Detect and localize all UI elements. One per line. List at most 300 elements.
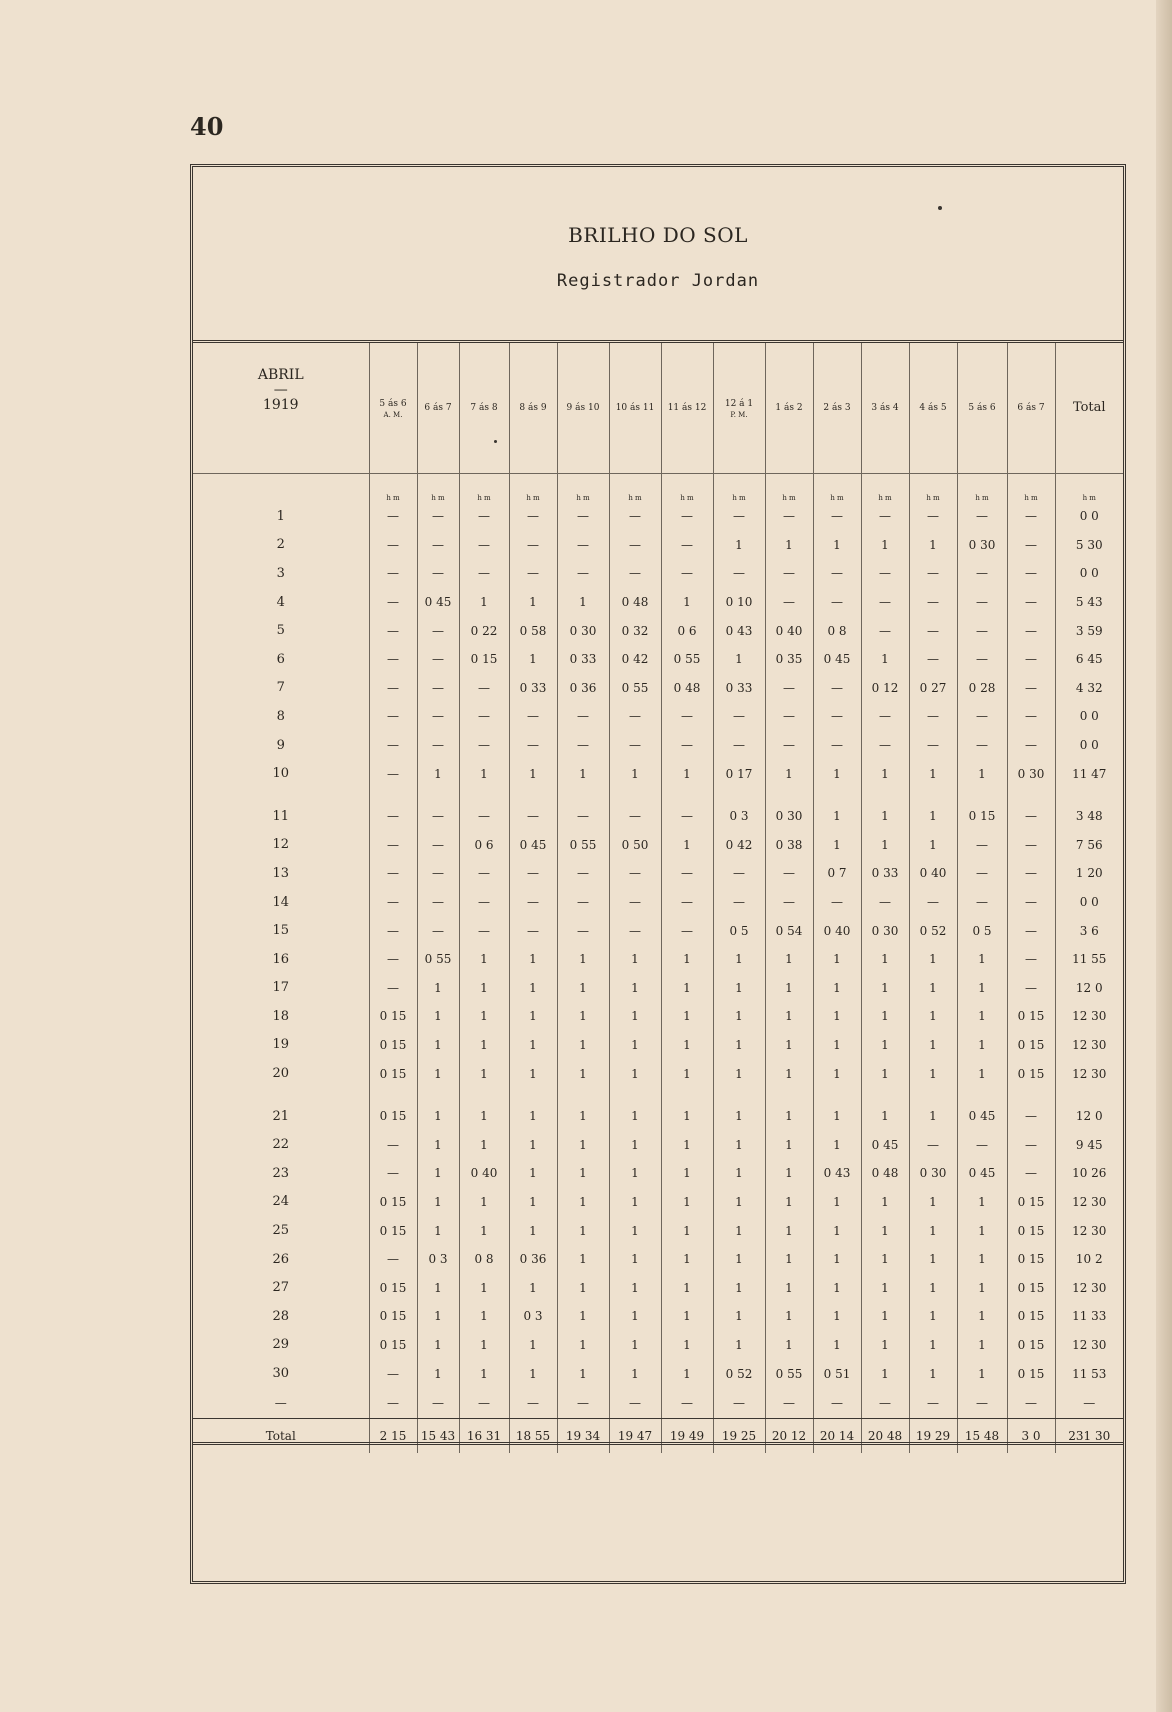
hour-cell: 1: [417, 1059, 459, 1088]
day-cell: 5: [276, 623, 285, 639]
hour-cell: 1: [509, 1188, 557, 1217]
hour-cell: 1: [609, 1130, 661, 1159]
column-header: [765, 343, 813, 474]
hour-cell: 1: [661, 1059, 713, 1088]
spacer-row: [193, 1088, 1123, 1102]
hour-cell: 0 15: [369, 1188, 417, 1217]
hour-cell: —: [909, 731, 957, 760]
hour-cell: 1: [509, 1331, 557, 1360]
row-total-cell: 12 30: [1055, 1188, 1123, 1217]
day-cell: 16: [272, 951, 290, 967]
hour-cell: 1: [557, 759, 609, 788]
hour-cell: 0 15: [1007, 1302, 1055, 1331]
hour-cell: —: [765, 674, 813, 703]
hour-cell: 1: [909, 759, 957, 788]
hour-cell: —: [957, 888, 1007, 917]
hour-cell: 1: [765, 1002, 813, 1031]
hour-cell: —: [1007, 674, 1055, 703]
table-row: [193, 1059, 1123, 1088]
hour-cell: 1: [765, 1059, 813, 1088]
row-total-cell: 0 0: [1055, 888, 1123, 917]
spacer-cell: [193, 1088, 369, 1102]
table-row: [193, 974, 1123, 1003]
unit-cell: h m: [417, 474, 459, 503]
column-header: [861, 343, 909, 474]
hour-cell: —: [661, 702, 713, 731]
row-total-cell: 12 0: [1055, 1102, 1123, 1131]
column-total-cell: 2 15: [369, 1418, 417, 1453]
spacer-cell: [609, 1088, 661, 1102]
hour-cell: 1: [509, 1159, 557, 1188]
hour-cell: 1: [661, 1302, 713, 1331]
hour-cell: —: [765, 502, 813, 531]
hour-cell: —: [713, 859, 765, 888]
hour-cell: —: [369, 616, 417, 645]
column-header-label: 5 ás 6: [379, 398, 407, 409]
hour-cell: 1: [609, 1159, 661, 1188]
day-cell: 1: [276, 508, 285, 524]
hour-cell: 0 8: [459, 1245, 509, 1274]
hour-cell: —: [765, 588, 813, 617]
hour-cell: 1: [861, 1031, 909, 1060]
hour-cell: 1: [661, 1102, 713, 1131]
day-cell: 3: [276, 565, 285, 581]
hour-cell: —: [661, 916, 713, 945]
hour-cell: 0 15: [1007, 1245, 1055, 1274]
hour-cell: —: [661, 859, 713, 888]
hour-cell: 1: [861, 1273, 909, 1302]
hour-cell: 1: [765, 1159, 813, 1188]
hour-cell: —: [1007, 859, 1055, 888]
hour-cell: —: [557, 802, 609, 831]
hour-cell: 0 35: [765, 645, 813, 674]
hour-cell: —: [369, 645, 417, 674]
hour-cell: 0 6: [661, 616, 713, 645]
hour-cell: 0 30: [765, 802, 813, 831]
hour-cell: —: [369, 674, 417, 703]
hour-cell: —: [1007, 802, 1055, 831]
hour-cell: 0 15: [369, 1216, 417, 1245]
day-cell: 15: [272, 923, 290, 939]
hour-cell: 0 3: [417, 1245, 459, 1274]
hour-cell: 1: [661, 1130, 713, 1159]
hour-cell: 1: [713, 531, 765, 560]
hour-cell: 1: [417, 1216, 459, 1245]
hour-cell: 1: [813, 1188, 861, 1217]
hour-cell: —: [813, 588, 861, 617]
hour-cell: —: [661, 802, 713, 831]
dash-cell: —: [609, 1388, 661, 1419]
row-total-cell: 11 53: [1055, 1359, 1123, 1388]
table-row: [193, 759, 1123, 788]
hour-cell: 0 15: [369, 1331, 417, 1360]
title-block: [193, 167, 1123, 343]
hour-cell: 0 3: [713, 802, 765, 831]
hour-cell: 0 15: [1007, 1059, 1055, 1088]
row-total-cell: 12 30: [1055, 1031, 1123, 1060]
hour-cell: 1: [765, 1031, 813, 1060]
unit-cell: h m: [957, 474, 1007, 503]
hour-cell: 1: [417, 974, 459, 1003]
day-cell: 19: [272, 1037, 290, 1053]
hour-cell: 1: [609, 759, 661, 788]
column-total-cell: 15 48: [957, 1418, 1007, 1453]
hour-cell: 1: [765, 1102, 813, 1131]
hour-cell: 0 7: [813, 859, 861, 888]
row-total-cell: 0 0: [1055, 559, 1123, 588]
hour-cell: 1: [509, 1031, 557, 1060]
hour-cell: —: [609, 502, 661, 531]
day-cell: 18: [272, 1008, 290, 1024]
hour-cell: —: [369, 731, 417, 760]
dash-cell: —: [509, 1388, 557, 1419]
hour-cell: 1: [661, 831, 713, 860]
hour-cell: 1: [557, 1102, 609, 1131]
hour-cell: 1: [417, 1302, 459, 1331]
hour-cell: 1: [765, 974, 813, 1003]
hour-cell: 0 38: [765, 831, 813, 860]
hour-cell: —: [369, 859, 417, 888]
hour-cell: 1: [909, 1188, 957, 1217]
column-header: [557, 343, 609, 474]
hour-cell: 1: [713, 1031, 765, 1060]
hour-cell: 1: [909, 1216, 957, 1245]
table-row: [193, 802, 1123, 831]
hour-cell: 0 55: [557, 831, 609, 860]
table-title: BRILHO DO SOL: [568, 223, 748, 247]
hour-cell: —: [957, 859, 1007, 888]
hour-cell: —: [509, 859, 557, 888]
day-cell: 21: [272, 1108, 290, 1124]
table-row: [193, 645, 1123, 674]
hour-cell: 1: [909, 1273, 957, 1302]
hour-cell: 1: [509, 645, 557, 674]
column-header-label: 6 ás 7: [1017, 403, 1045, 413]
day-cell: 23: [272, 1165, 290, 1181]
hour-cell: 1: [813, 1002, 861, 1031]
hour-cell: 1: [909, 945, 957, 974]
hour-cell: 1: [459, 1273, 509, 1302]
hour-cell: 1: [557, 1273, 609, 1302]
hour-cell: 1: [861, 759, 909, 788]
hour-cell: 0 30: [909, 1159, 957, 1188]
hour-cell: 0 30: [957, 531, 1007, 560]
day-cell: 12: [272, 837, 290, 853]
hour-cell: —: [1007, 831, 1055, 860]
dash-cell: —: [909, 1388, 957, 1419]
hour-cell: 1: [557, 1031, 609, 1060]
hour-cell: —: [765, 888, 813, 917]
hour-cell: 1: [861, 831, 909, 860]
column-header-sub: P. M.: [730, 410, 748, 419]
hour-cell: 1: [417, 1002, 459, 1031]
hour-cell: —: [1007, 1130, 1055, 1159]
hour-cell: 0 45: [509, 831, 557, 860]
header-row: [193, 343, 1123, 474]
hour-cell: 1: [459, 1130, 509, 1159]
hour-cell: —: [369, 759, 417, 788]
hour-cell: —: [861, 731, 909, 760]
hour-cell: 0 48: [609, 588, 661, 617]
hour-cell: 1: [509, 1002, 557, 1031]
hour-cell: 1: [713, 1188, 765, 1217]
hour-cell: 1: [861, 531, 909, 560]
hour-cell: 1: [509, 588, 557, 617]
spacer-cell: [1055, 1088, 1123, 1102]
hour-cell: 1: [713, 1273, 765, 1302]
hour-cell: —: [813, 559, 861, 588]
hour-cell: —: [369, 1159, 417, 1188]
hour-cell: —: [369, 888, 417, 917]
spacer-cell: [765, 788, 813, 802]
hour-cell: —: [1007, 1102, 1055, 1131]
spacer-cell: [557, 1088, 609, 1102]
column-total-cell: 20 48: [861, 1418, 909, 1453]
spacer-cell: [459, 1088, 509, 1102]
hour-cell: 1: [661, 1159, 713, 1188]
hour-cell: —: [459, 859, 509, 888]
hour-cell: 1: [661, 1031, 713, 1060]
total-header: Total: [1055, 343, 1123, 474]
hour-cell: 0 33: [861, 859, 909, 888]
column-total-cell: 19 47: [609, 1418, 661, 1453]
row-total-cell: 5 30: [1055, 531, 1123, 560]
row-total-cell: 12 0: [1055, 974, 1123, 1003]
hour-cell: 1: [909, 1359, 957, 1388]
day-cell: 8: [276, 708, 285, 724]
hour-cell: —: [417, 916, 459, 945]
column-total-cell: 20 12: [765, 1418, 813, 1453]
hour-cell: —: [417, 502, 459, 531]
hour-cell: 1: [557, 945, 609, 974]
dash-cell: —: [417, 1388, 459, 1419]
spacer-cell: [1007, 788, 1055, 802]
hour-cell: 0 27: [909, 674, 957, 703]
hour-cell: 1: [765, 945, 813, 974]
hour-cell: 1: [861, 974, 909, 1003]
hour-cell: —: [557, 531, 609, 560]
hour-cell: 1: [661, 759, 713, 788]
hour-cell: 0 3: [509, 1302, 557, 1331]
hour-cell: —: [765, 702, 813, 731]
hour-cell: —: [609, 916, 661, 945]
hour-cell: —: [459, 916, 509, 945]
hour-cell: —: [909, 502, 957, 531]
hour-cell: 0 15: [369, 1059, 417, 1088]
hour-cell: 1: [909, 974, 957, 1003]
spacer-cell: [417, 1088, 459, 1102]
table-row: [193, 1188, 1123, 1217]
row-total-cell: 10 2: [1055, 1245, 1123, 1274]
hour-cell: 1: [661, 945, 713, 974]
hour-cell: 1: [661, 1359, 713, 1388]
hour-cell: 0 15: [1007, 1188, 1055, 1217]
hour-cell: 1: [765, 1245, 813, 1274]
hour-cell: —: [609, 702, 661, 731]
hour-cell: 0 40: [459, 1159, 509, 1188]
hour-cell: 1: [909, 1031, 957, 1060]
hour-cell: —: [1007, 531, 1055, 560]
hour-cell: 1: [417, 1102, 459, 1131]
hour-cell: 1: [813, 1273, 861, 1302]
hour-cell: 1: [713, 645, 765, 674]
hour-cell: 1: [557, 1002, 609, 1031]
hour-cell: —: [609, 888, 661, 917]
unit-cell-blank: [193, 474, 369, 503]
hour-cell: —: [369, 831, 417, 860]
hour-cell: 1: [417, 1359, 459, 1388]
hour-cell: 1: [557, 1159, 609, 1188]
row-total-cell: 0 0: [1055, 502, 1123, 531]
day-cell: 29: [272, 1337, 290, 1353]
hour-cell: —: [661, 731, 713, 760]
hour-cell: 1: [417, 1031, 459, 1060]
hour-cell: 1: [557, 588, 609, 617]
hour-cell: 1: [459, 1188, 509, 1217]
spacer-cell: [459, 788, 509, 802]
hour-cell: 1: [765, 1331, 813, 1360]
row-total-cell: 12 30: [1055, 1002, 1123, 1031]
dash-cell: —: [369, 1388, 417, 1419]
hour-cell: 1: [957, 1031, 1007, 1060]
hour-cell: —: [1007, 888, 1055, 917]
month-header: [193, 343, 369, 474]
column-header-label: 5 ás 6: [968, 403, 996, 413]
dash-cell: —: [661, 1388, 713, 1419]
hour-cell: —: [909, 888, 957, 917]
spacer-cell: [369, 788, 417, 802]
dash-cell: —: [765, 1388, 813, 1419]
hour-cell: 0 8: [813, 616, 861, 645]
hour-cell: 0 45: [417, 588, 459, 617]
spacer-cell: [957, 1088, 1007, 1102]
table-row: [193, 945, 1123, 974]
hour-cell: 1: [713, 1059, 765, 1088]
hour-cell: 1: [957, 945, 1007, 974]
hour-cell: 0 48: [861, 1159, 909, 1188]
hour-cell: 1: [813, 802, 861, 831]
hour-cell: —: [909, 559, 957, 588]
hour-cell: —: [509, 702, 557, 731]
unit-cell: h m: [861, 474, 909, 503]
column-header-label: 3 ás 4: [871, 403, 899, 413]
hour-cell: 0 17: [713, 759, 765, 788]
hour-cell: —: [369, 802, 417, 831]
hour-cell: 1: [609, 1302, 661, 1331]
hour-cell: —: [609, 731, 661, 760]
hour-cell: 1: [909, 1102, 957, 1131]
hour-cell: 1: [957, 1273, 1007, 1302]
column-header-label: 10 ás 11: [615, 403, 655, 413]
hour-cell: —: [557, 559, 609, 588]
dash-cell: —: [861, 1388, 909, 1419]
hour-cell: 0 43: [713, 616, 765, 645]
column-header-label: 2 ás 3: [823, 403, 851, 413]
day-cell: 25: [272, 1223, 290, 1239]
table-row: [193, 731, 1123, 760]
hour-cell: —: [661, 502, 713, 531]
hour-cell: —: [369, 1359, 417, 1388]
hour-cell: 0 36: [557, 674, 609, 703]
hour-cell: 1: [713, 1159, 765, 1188]
table-row: [193, 859, 1123, 888]
table-row: [193, 1031, 1123, 1060]
hour-cell: 1: [957, 974, 1007, 1003]
hour-cell: —: [369, 1130, 417, 1159]
spacer-cell: [417, 788, 459, 802]
ink-mark: [938, 206, 942, 210]
hour-cell: 1: [861, 945, 909, 974]
page-number: 40: [190, 112, 224, 141]
hour-cell: —: [417, 888, 459, 917]
spacer-cell: [557, 788, 609, 802]
spacer-cell: [1055, 788, 1123, 802]
hour-cell: 1: [459, 1059, 509, 1088]
hour-cell: —: [417, 731, 459, 760]
hour-cell: 1: [417, 1159, 459, 1188]
hour-cell: 1: [957, 1216, 1007, 1245]
hour-cell: —: [1007, 702, 1055, 731]
dash-cell: —: [557, 1388, 609, 1419]
day-cell: 30: [272, 1366, 290, 1382]
hour-cell: —: [369, 916, 417, 945]
hour-cell: 0 32: [609, 616, 661, 645]
hour-cell: 1: [861, 1102, 909, 1131]
column-header-label: 8 ás 9: [519, 403, 547, 413]
hour-cell: 1: [557, 1331, 609, 1360]
column-header: [909, 343, 957, 474]
hour-cell: 1: [861, 1302, 909, 1331]
spacer-cell: [1007, 1088, 1055, 1102]
hour-cell: 1: [509, 1130, 557, 1159]
row-total-cell: 0 0: [1055, 731, 1123, 760]
hour-cell: 1: [609, 1245, 661, 1274]
hour-cell: —: [661, 888, 713, 917]
hour-cell: 1: [459, 945, 509, 974]
spacer-cell: [609, 788, 661, 802]
hour-cell: 0 30: [861, 916, 909, 945]
row-total-cell: 12 30: [1055, 1216, 1123, 1245]
hour-cell: 0 45: [957, 1102, 1007, 1131]
hour-cell: —: [661, 559, 713, 588]
spacer-cell: [861, 1088, 909, 1102]
hour-cell: 0 45: [957, 1159, 1007, 1188]
unit-cell: h m: [369, 474, 417, 503]
hour-cell: 0 52: [909, 916, 957, 945]
row-total-cell: 12 30: [1055, 1059, 1123, 1088]
spacer-cell: [813, 1088, 861, 1102]
table-row: [193, 502, 1123, 531]
hour-cell: 1: [957, 1331, 1007, 1360]
hour-cell: 1: [557, 1245, 609, 1274]
hour-cell: 1: [909, 831, 957, 860]
hour-cell: —: [765, 559, 813, 588]
hour-cell: 1: [765, 1216, 813, 1245]
hour-cell: —: [417, 616, 459, 645]
hour-cell: 1: [557, 1130, 609, 1159]
hour-cell: 1: [813, 831, 861, 860]
row-total-cell: 4 32: [1055, 674, 1123, 703]
hour-cell: —: [1007, 616, 1055, 645]
hour-cell: 1: [909, 802, 957, 831]
column-total-cell: 18 55: [509, 1418, 557, 1453]
hour-cell: —: [459, 802, 509, 831]
hour-cell: 1: [713, 1331, 765, 1360]
hour-cell: —: [417, 645, 459, 674]
hour-cell: 0 48: [661, 674, 713, 703]
hour-cell: 1: [609, 1331, 661, 1360]
hour-cell: 1: [609, 974, 661, 1003]
